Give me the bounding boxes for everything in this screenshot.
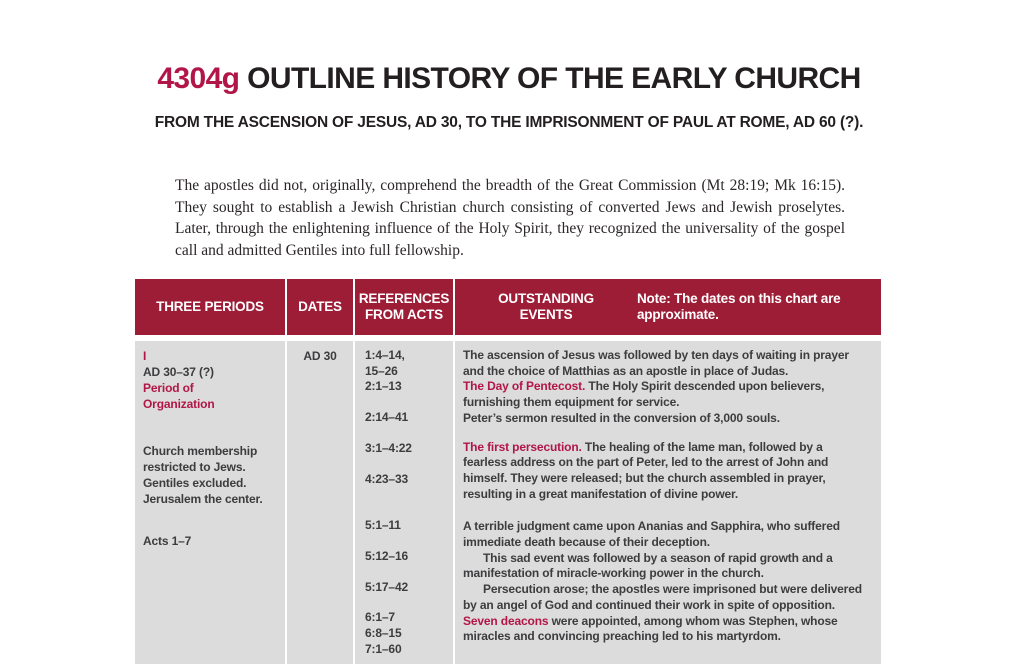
- reference-line: 5:12–16: [365, 548, 408, 563]
- table-header-row: [135, 279, 881, 335]
- reference-line: 6:8–15: [365, 626, 402, 641]
- header-references: REFERENCES FROM ACTS: [355, 279, 453, 335]
- history-chart-table: [135, 279, 881, 664]
- page-subtitle: FROM THE ASCENSION OF JESUS, AD 30, TO THE IMPRISONMENT OF PAUL AT ROME, AD 60 (?).: [154, 114, 864, 131]
- header-three-periods: THREE PERIODS: [135, 279, 285, 335]
- period-cell: [135, 341, 285, 664]
- event-line: and the choice of Matthias as an apostle in place of Judas.: [463, 363, 789, 378]
- reference-group: [365, 580, 453, 596]
- header-dates: DATES: [287, 279, 353, 335]
- event-line: The Day of Pentecost. The Holy Spirit descended upon believers,: [463, 379, 825, 394]
- reference-line: 2:1–13: [365, 379, 402, 394]
- reference-line: 5:1–11: [365, 518, 401, 533]
- intro-paragraph: The apostles did not, originally, comprehend the breadth of the Great Commission (Mt 28:19; Mk 16:15). They sought to establish a Jewish Christian church consisting of converted Jews and Jewish proselytes. Later, through the enlightening influence of the Holy Spirit, they recognized the universality of the gospel call and admitted Gentiles into full fellowship.: [175, 177, 845, 259]
- reference-line: 15–26: [365, 363, 398, 378]
- reference-line: 6:1–7: [365, 610, 395, 625]
- event-block: [463, 519, 873, 645]
- header-note: Note: The dates on this chart are approximate.: [637, 291, 841, 322]
- event-line: manifestation of miracle-working power in the church.: [463, 566, 764, 581]
- reference-group: [365, 472, 453, 488]
- event-line: miracles and convincing preaching led to his martyrdom.: [463, 629, 781, 644]
- reference-group: [365, 410, 453, 426]
- reference-line: 5:17–42: [365, 579, 408, 594]
- event-block: [463, 348, 873, 427]
- event-line: This sad event was followed by a season of rapid growth and a: [483, 550, 833, 565]
- reference-line: 3:1–4:22: [365, 440, 412, 455]
- event-line: Persecution arose; the apostles were imprisoned but were delivered: [483, 582, 862, 597]
- period-spacer: [143, 507, 277, 533]
- period-line: restricted to Jews.: [143, 460, 246, 474]
- event-line: himself. They were released; but the church assembled in prayer,: [463, 470, 826, 485]
- event-line: fearless address on the part of Peter, led to the arrest of John and: [463, 455, 829, 470]
- header-outstanding-events: OUTSTANDING EVENTS Note: The dates on this chart are approximate.: [455, 279, 881, 335]
- event-block: [463, 440, 873, 503]
- page-title-text: OUTLINE HISTORY OF THE EARLY CHURCH: [239, 62, 861, 95]
- reference-line: 2:14–41: [365, 410, 408, 425]
- event-line: Seven deacons were appointed, among whom was Stephen, whose: [463, 613, 838, 628]
- period-line: Church membership: [143, 444, 258, 458]
- period-line: Period of: [143, 381, 194, 395]
- reference-group: [365, 549, 453, 565]
- event-line: The ascension of Jesus was followed by ten days of waiting in prayer: [463, 348, 849, 362]
- period-spacer: [143, 412, 277, 443]
- table-body-row: [135, 341, 881, 664]
- page-title-code: 4304g: [157, 62, 240, 95]
- reference-group: [365, 518, 453, 534]
- page-title: [0, 62, 1018, 96]
- event-line: by an angel of God and continued their work in spite of opposition.: [463, 597, 835, 612]
- reference-group: [365, 610, 453, 657]
- period-line: AD 30–37 (?): [143, 365, 214, 379]
- reference-line: 7:1–60: [365, 641, 402, 656]
- period-line: I: [143, 349, 147, 363]
- reference-group: [365, 348, 453, 395]
- events-cell: [455, 341, 881, 664]
- event-line: resulting in a great manifestation of divine power.: [463, 486, 739, 501]
- event-line: The first persecution. The healing of the lame man, followed by a: [463, 439, 823, 454]
- period-line: Jerusalem the center.: [143, 492, 263, 506]
- reference-group: [365, 441, 453, 457]
- period-line: Organization: [143, 397, 215, 411]
- event-line: A terrible judgment came upon Ananias and Sapphira, who suffered: [463, 519, 840, 534]
- event-line: furnishing them equipment for service.: [463, 395, 680, 410]
- event-line: Peter’s sermon resulted in the conversion of 3,000 souls.: [463, 410, 780, 425]
- reference-line: 4:23–33: [365, 471, 408, 486]
- references-cell: [355, 341, 453, 664]
- event-line: immediate death because of their deception.: [463, 535, 710, 550]
- period-line: Gentiles excluded.: [143, 476, 247, 490]
- reference-line: 1:4–14,: [365, 348, 405, 362]
- period-line: Acts 1–7: [143, 534, 192, 548]
- date-cell: AD 30: [287, 341, 353, 664]
